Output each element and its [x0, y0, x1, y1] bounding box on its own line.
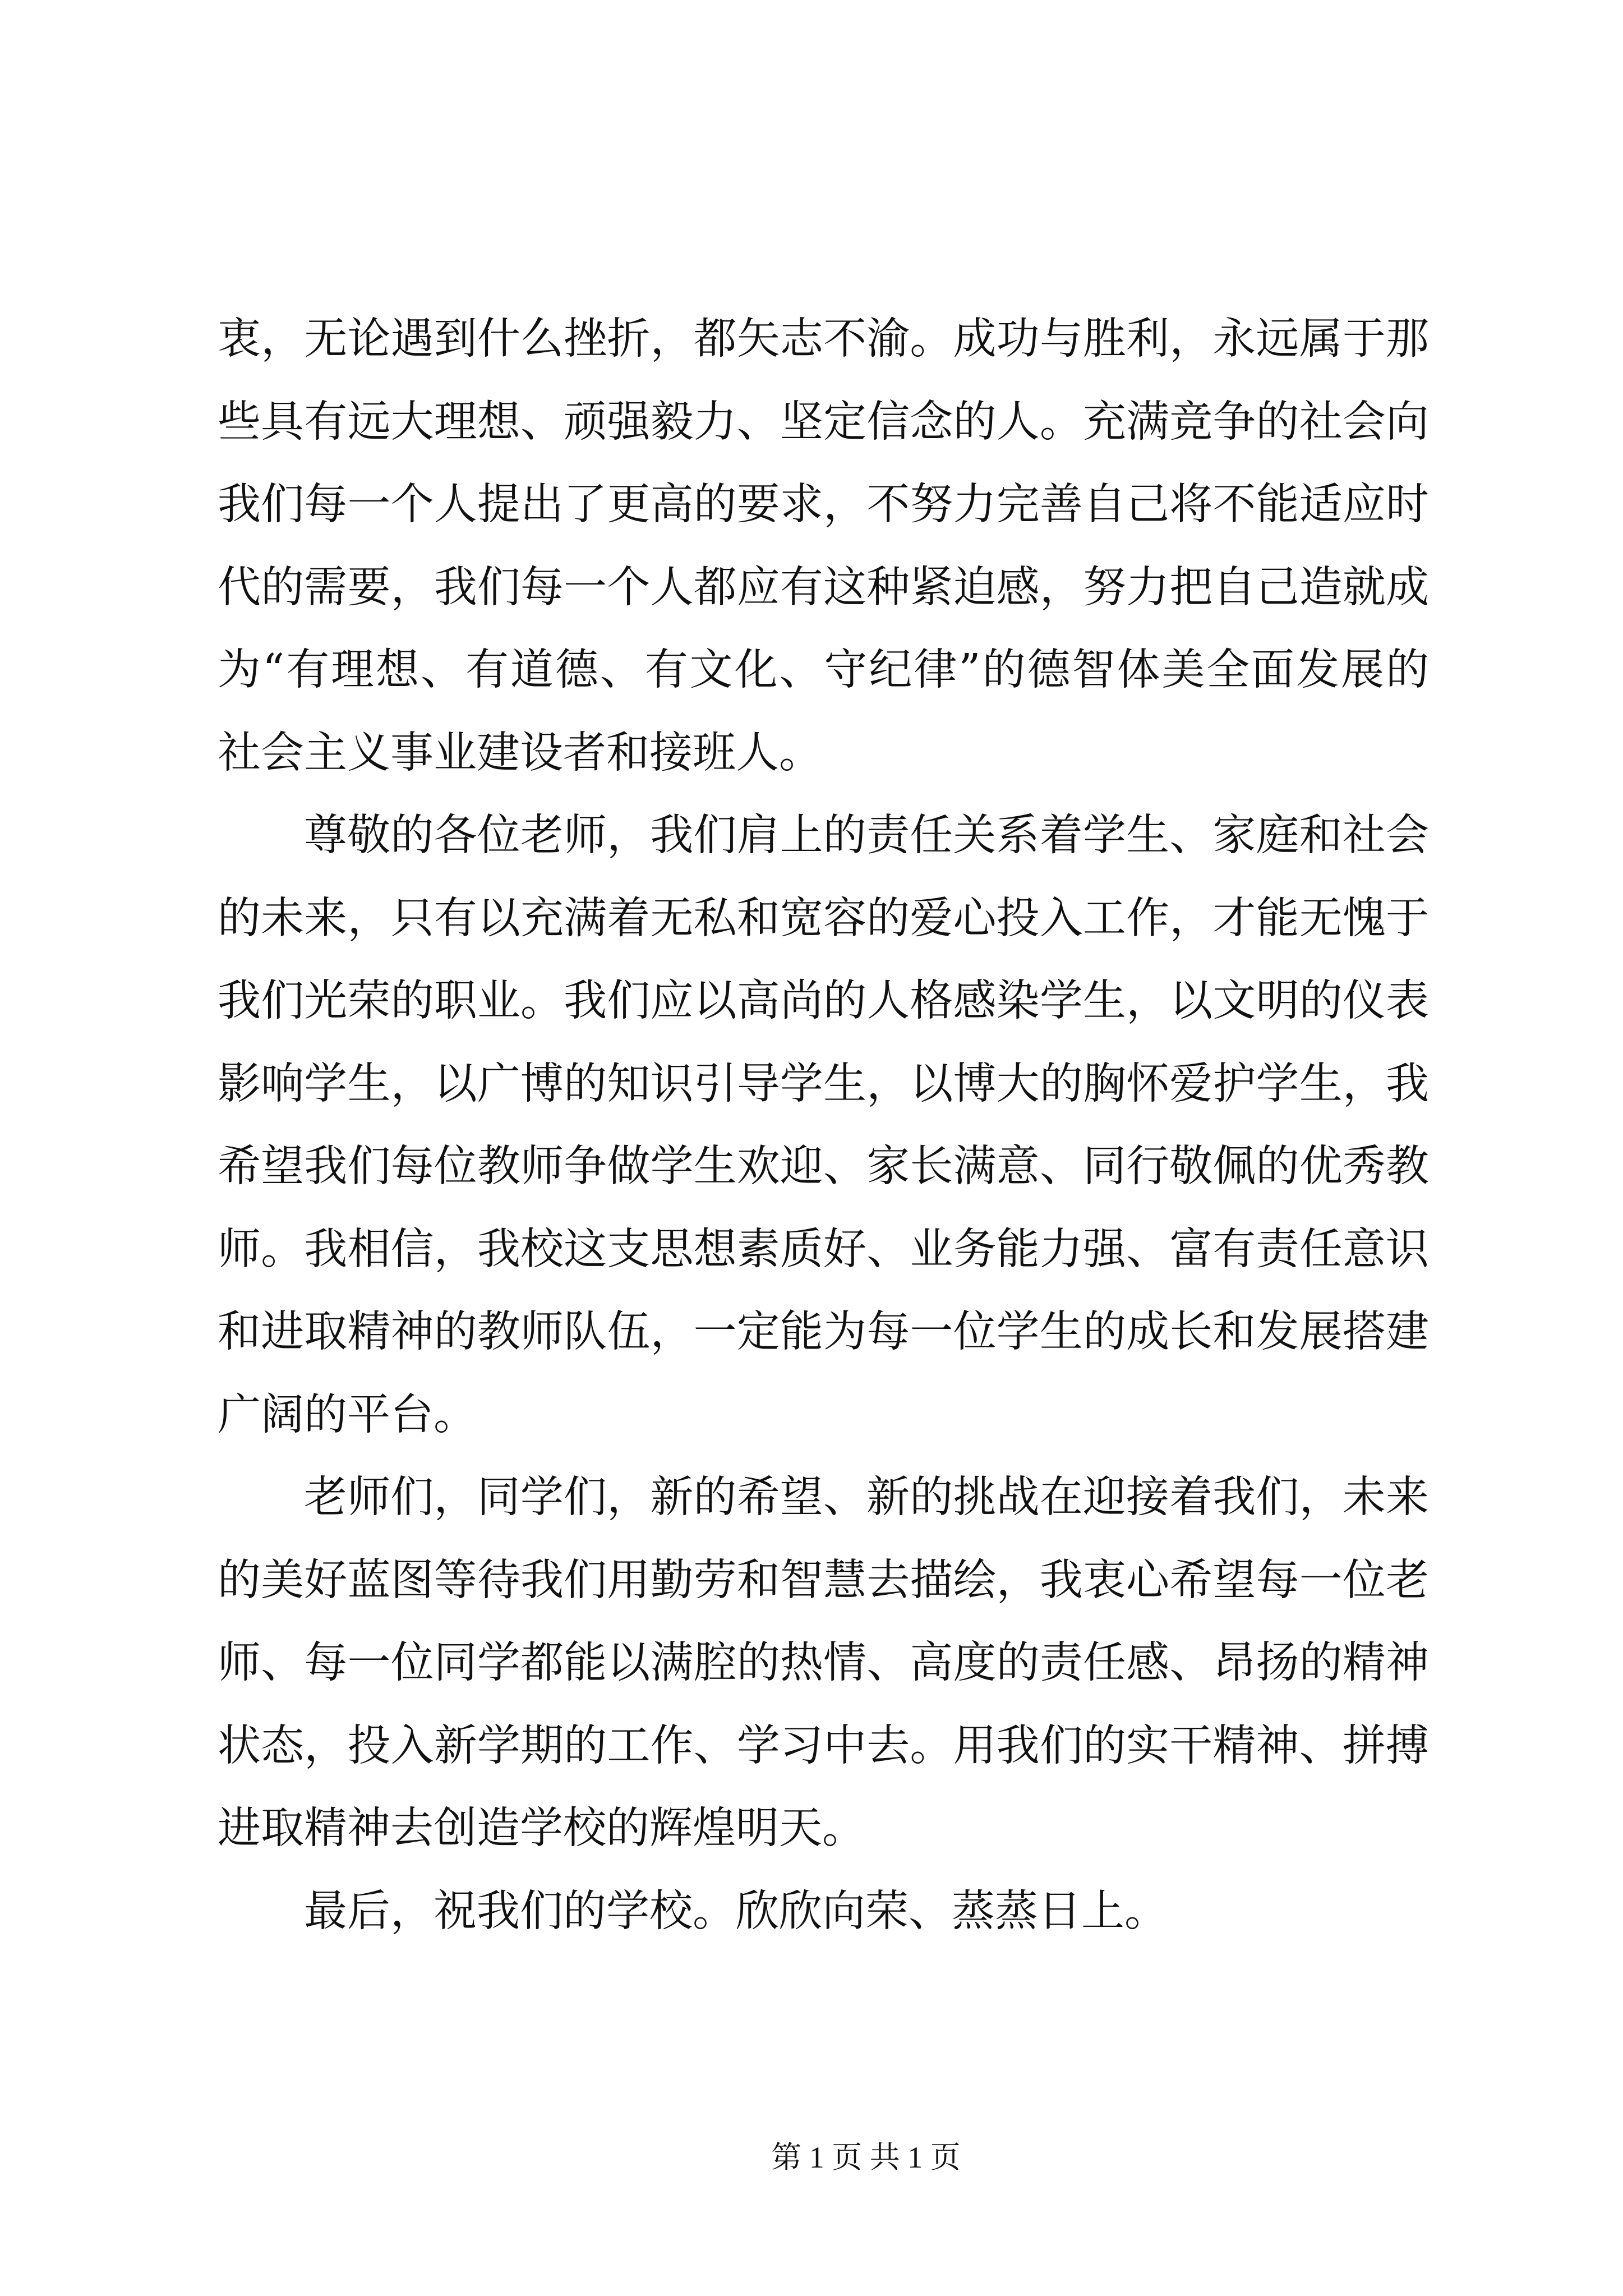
text-line: 希望我们每位教师争做学生欢迎、家长满意、同行敬佩的优秀教 [218, 1142, 1429, 1191]
text-line: 师。我相信，我校这支思想素质好、业务能力强、富有责任意识 [218, 1224, 1429, 1274]
text-line: 些具有远大理想、顽强毅力、坚定信念的人。充满竞争的社会向 [218, 397, 1429, 447]
text-line: 代的需要，我们每一个人都应有这种紧迫感，努力把自己造就成 [218, 562, 1429, 613]
text-line: 的未来，只有以充满着无私和宽容的爱心投入工作，才能无愧于 [218, 893, 1429, 944]
text-line: 的美好蓝图等待我们用勤劳和智慧去描绘，我衷心希望每一位老 [218, 1555, 1429, 1605]
page-footer: 第 1 页 共 1 页 [771, 2141, 961, 2174]
paragraph [218, 794, 1429, 1456]
text-line: 影响学生，以广博的知识引导学生，以博大的胸怀爱护学生，我 [218, 1059, 1429, 1109]
text-line: 和进取精神的教师队伍，一定能为每一位学生的成长和发展搭建 [218, 1307, 1429, 1357]
text-line: 状态，投入新学期的工作、学习中去。用我们的实干精神、拼搏 [218, 1720, 1429, 1771]
text-line: 衷，无论遇到什么挫折，都矢志不渝。成功与胜利，永远属于那 [218, 314, 1429, 364]
text-line: 社会主义事业建设者和接班人。 [218, 728, 822, 778]
text-line: 尊敬的各位老师，我们肩上的责任关系着学生、家庭和社会 [304, 811, 1429, 861]
text-line: 师、每一位同学都能以满腔的热情、高度的责任感、昂扬的精神 [218, 1638, 1429, 1688]
text-line: 老师们，同学们，新的希望、新的挑战在迎接着我们，未来 [304, 1473, 1429, 1522]
paragraph [218, 1870, 1429, 1953]
text-line: 我们每一个人提出了更高的要求，不努力完善自己将不能适应时 [218, 480, 1429, 530]
text-line: 最后，祝我们的学校。欣欣向荣、蒸蒸日上。 [304, 1886, 1168, 1936]
paragraph [218, 298, 1429, 794]
text-line: 广阔的平台。 [218, 1389, 477, 1440]
document-body [218, 298, 1429, 1953]
text-line: 我们光荣的职业。我们应以高尚的人格感染学生，以文明的仪表 [218, 976, 1429, 1026]
paragraph [218, 1456, 1429, 1870]
text-line: 为“有理想、有道德、有文化、守纪律”的德智体美全面发展的 [218, 645, 1429, 695]
text-line: 进取精神去创造学校的辉煌明天。 [218, 1803, 865, 1853]
